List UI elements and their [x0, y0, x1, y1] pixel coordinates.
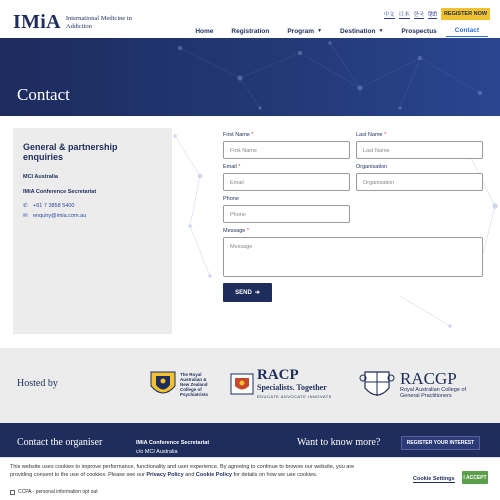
- network-pattern: [0, 38, 500, 116]
- nav-label: Home: [195, 27, 214, 35]
- privacy-policy-link[interactable]: Privacy Policy: [146, 471, 184, 478]
- nav-registration[interactable]: [222, 25, 278, 37]
- main-nav: [186, 25, 488, 37]
- email-label: [223, 164, 350, 170]
- nav-home[interactable]: [186, 25, 222, 37]
- racgp-wordmark: [400, 370, 482, 399]
- caret-down-icon: ▼: [317, 28, 323, 34]
- required-mark: *: [238, 164, 241, 170]
- cookie-banner: [0, 457, 500, 500]
- label-text: Email: [223, 164, 237, 170]
- cookie-text-a: This website uses cookies to improve performance, functionality and user experience. By agreeing to continue to browse our website, you are providing consent to the use of cookies. Please see our: [10, 464, 355, 478]
- nav-label: Contact: [454, 27, 479, 34]
- racp-tagline: Specialists. Together: [257, 383, 327, 392]
- organisation-field: [356, 164, 483, 191]
- required-mark: *: [246, 228, 249, 234]
- org-name: MCI Australia: [23, 174, 58, 180]
- send-label: SEND: [235, 289, 252, 296]
- footer-org: [136, 439, 209, 457]
- send-button[interactable]: [223, 283, 272, 302]
- nav-prospectus[interactable]: [392, 25, 445, 37]
- accept-cookies-button[interactable]: I ACCEPT: [462, 471, 488, 484]
- footer-know-more: Want to know more?: [297, 437, 381, 448]
- phone-input[interactable]: Phone: [223, 205, 350, 223]
- label-text: First Name: [223, 132, 250, 138]
- message-label: [223, 228, 483, 234]
- hosted-by-label: Hosted by: [17, 378, 58, 389]
- racp-motto: EDUCATE ADVOCATE INNOVATE: [257, 394, 332, 399]
- cookie-settings-link[interactable]: Cookie Settings: [413, 476, 455, 482]
- phone-number: +61 7 3858 5400: [33, 203, 75, 209]
- last-name-input[interactable]: Last Name: [356, 141, 483, 159]
- ccpa-label: CCPA - personal information opt out: [18, 489, 98, 495]
- nav-label: Destination: [340, 27, 376, 35]
- register-interest-button[interactable]: REGISTER YOUR INTEREST: [401, 436, 480, 450]
- phone-field: [223, 196, 350, 223]
- required-mark: *: [251, 132, 254, 138]
- ccpa-opt-out[interactable]: [10, 489, 98, 495]
- page-title: Contact: [17, 85, 70, 104]
- hero-banner: [0, 38, 500, 116]
- footer-contact-title: Contact the organiser: [17, 437, 103, 448]
- racgp-logo[interactable]: [357, 364, 482, 404]
- caret-down-icon: ▼: [378, 28, 384, 34]
- lang-korean[interactable]: 한국: [413, 12, 425, 18]
- nav-contact[interactable]: [446, 25, 488, 37]
- nav-label: Registration: [231, 27, 270, 35]
- email-address: enquiry@imia.com.au: [33, 213, 87, 219]
- racgp-full-name: Royal Australian College of General Practitioners: [400, 386, 467, 399]
- last-name-label: [356, 132, 483, 138]
- label-text: Message: [223, 228, 246, 234]
- hosted-by-band: [0, 348, 500, 423]
- phone-link[interactable]: [23, 203, 162, 209]
- footer-org-line1: IMiA Conference Secretariat: [136, 440, 210, 446]
- ranzcp-crest-icon: [148, 368, 178, 400]
- racp-wordmark: [257, 368, 332, 399]
- register-now-button[interactable]: REGISTER NOW: [441, 8, 490, 20]
- site-logo[interactable]: [13, 11, 136, 34]
- phone-label: Phone: [223, 196, 239, 202]
- nav-program[interactable]: [278, 25, 331, 37]
- first-name-input[interactable]: First Name: [223, 141, 350, 159]
- email-input[interactable]: Email: [223, 173, 350, 191]
- last-name-field: [356, 132, 483, 159]
- site-header: [0, 0, 500, 38]
- racp-logo[interactable]: [230, 368, 332, 399]
- cookie-text-b: for details on how we use cookies.: [232, 471, 318, 478]
- secretariat-name: IMiA Conference Secretariat: [23, 189, 97, 195]
- nav-destination[interactable]: [331, 25, 392, 37]
- required-mark: *: [384, 132, 387, 138]
- cookie-text-and: and: [183, 471, 196, 478]
- message-field: [223, 228, 483, 277]
- first-name-label: [223, 132, 350, 138]
- cookie-policy-link[interactable]: Cookie Policy: [195, 471, 232, 478]
- lang-hindi[interactable]: हिंदी: [428, 12, 437, 18]
- language-switcher: [384, 10, 437, 19]
- ranzcp-name: The Royal Australian & New Zealand College of Psychiatrists: [180, 371, 209, 397]
- label-text: Last Name: [356, 132, 383, 138]
- organisation-input[interactable]: Organisation: [356, 173, 483, 191]
- enquiries-card: [13, 128, 172, 334]
- racgp-name: RACGP: [400, 368, 457, 388]
- lang-chinese[interactable]: 中文: [383, 12, 395, 18]
- first-name-field: [223, 132, 350, 159]
- ccpa-checkbox[interactable]: [10, 490, 15, 495]
- card-heading: General & partnership enquiries: [23, 142, 118, 162]
- email-field: [223, 164, 350, 191]
- arrow-right-icon: ➔: [254, 290, 260, 296]
- racgp-crest-icon: [357, 364, 397, 404]
- cookie-message: [10, 464, 365, 479]
- racp-crest-icon: [230, 373, 254, 395]
- nav-label: Prospectus: [401, 27, 437, 35]
- email-link[interactable]: [23, 213, 162, 219]
- lang-japanese[interactable]: 日本: [398, 12, 410, 18]
- ranzcp-logo[interactable]: [148, 368, 212, 400]
- logo-mark: IMiA: [13, 11, 61, 33]
- message-textarea[interactable]: Message: [223, 237, 483, 277]
- logo-tagline: International Medicine in Addiction: [65, 14, 132, 30]
- footer-org-line2: c/o MCI Australia: [136, 449, 178, 455]
- phone-icon: ✆: [23, 203, 28, 209]
- racp-name: RACP: [257, 367, 299, 383]
- envelope-icon: ✉: [23, 213, 28, 219]
- organisation-label: Organisation: [356, 164, 388, 170]
- nav-label: Program: [287, 27, 315, 35]
